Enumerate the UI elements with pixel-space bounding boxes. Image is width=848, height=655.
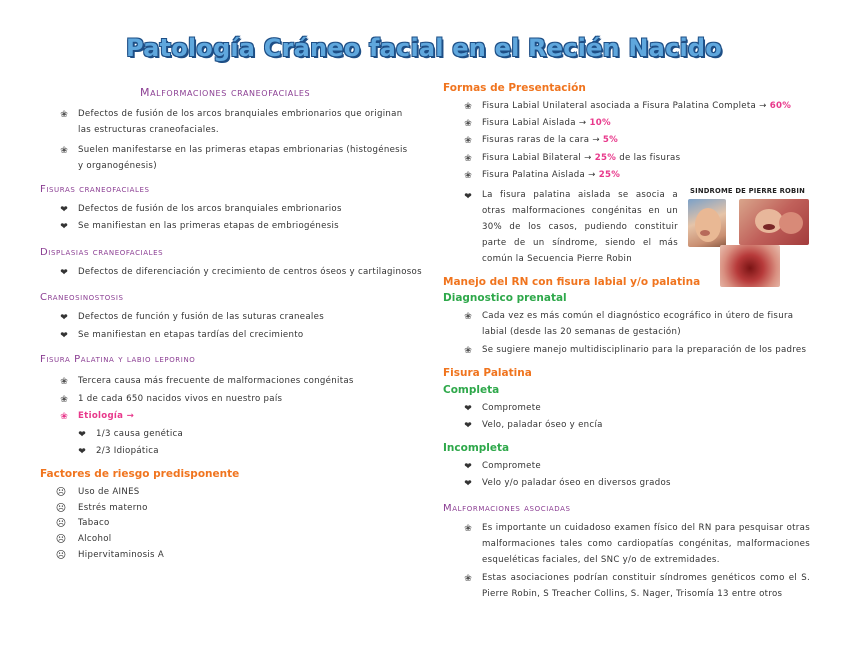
heart-icon: ❤ <box>464 479 472 489</box>
flower-icon: ❀ <box>464 574 472 584</box>
heading-manejo: Manejo del RN con fisura labial y/o palatina <box>443 276 701 288</box>
flower-icon: ❀ <box>464 119 472 129</box>
forma-text: Fisuras raras de la cara → <box>482 135 600 145</box>
list-item: 2/3 Idiopática <box>96 446 159 456</box>
forma-item <box>482 98 791 114</box>
sad-face-icon: ☹ <box>55 534 67 545</box>
heading-factores: Factores de riesgo predisponente <box>40 468 240 480</box>
list-item: Defectos de fusión de los arcos branquiales embrionarios <box>78 204 342 214</box>
heart-icon: ❤ <box>464 404 472 414</box>
heading-diagnostico: Diagnostico prenatal <box>443 292 567 304</box>
heading-malformaciones: Malformaciones craneofaciales <box>140 86 311 99</box>
forma-percent: 10% <box>589 118 611 128</box>
flower-icon: ❀ <box>464 136 472 146</box>
list-item: Estas asociaciones podrían constituir síndromes genéticos como el S. Pierre Robin, S Treacher Collins, S. Nager, Trisomía 13 entre otros <box>482 573 810 599</box>
pierre-robin-photo-3 <box>720 245 780 287</box>
flower-icon: ❀ <box>464 102 472 112</box>
heart-icon: ❤ <box>60 222 68 232</box>
list-item: Hipervitaminosis A <box>78 550 165 560</box>
list-item: Alcohol <box>78 534 112 544</box>
list-item: Se manifiestan en las primeras etapas de embriogénesis <box>78 221 339 231</box>
list-item: Tabaco <box>78 518 110 528</box>
flower-icon: ❀ <box>60 377 68 387</box>
forma-percent: 60% <box>769 101 792 111</box>
flower-icon: ❀ <box>60 110 68 120</box>
list-item: Defectos de función y fusión de las suturas craneales <box>78 312 324 322</box>
list-item: Defectos de diferenciación y crecimiento de centros óseos y cartilaginosos <box>78 267 422 277</box>
pierre-robin-note: La fisura palatina aislada se asocia a otras malformaciones congénitas en un 30% de los casos, pudiendo constituir parte de un síndrome, siendo el más común la Secuencia Pierre Robin <box>482 190 678 264</box>
sad-face-icon: ☹ <box>55 550 67 561</box>
heading-formas: Formas de Presentación <box>443 82 586 94</box>
list-item: Se manifiestan en etapas tardías del crecimiento <box>78 330 304 340</box>
list-item: Compromete <box>482 403 542 413</box>
forma-text: Fisura Labial Aislada → <box>482 118 587 128</box>
flower-icon: ❀ <box>60 146 68 156</box>
sad-face-icon: ☹ <box>55 518 67 529</box>
heart-icon: ❤ <box>78 430 86 440</box>
photo-title: SINDROME DE PIERRE ROBIN <box>690 187 806 195</box>
heart-icon: ❤ <box>60 331 68 341</box>
sad-face-icon: ☹ <box>55 503 67 514</box>
heart-icon: ❤ <box>464 192 472 202</box>
forma-percent: 25% <box>594 153 617 163</box>
list-item: 1/3 causa genética <box>96 429 184 439</box>
heading-asociadas: Malformaciones asociadas <box>443 503 571 514</box>
etiologia-label: Etiología → <box>78 411 135 421</box>
heart-icon: ❤ <box>464 421 472 431</box>
heading-fisuras: Fisuras craneofaciales <box>40 184 150 195</box>
pierre-robin-photo-1 <box>688 199 726 247</box>
forma-item <box>482 150 680 166</box>
list-item: Velo, paladar óseo y encía <box>482 420 603 430</box>
flower-icon: ❀ <box>60 412 68 422</box>
list-item: Suelen manifestarse en las primeras etapas embrionarias (histogénesis y organogénesis) <box>78 145 408 171</box>
heading-craneosinostosis: Craneosinostosis <box>40 292 124 303</box>
list-item: Velo y/o paladar óseo en diversos grados <box>482 478 671 488</box>
heading-incompleta: Incompleta <box>443 442 510 454</box>
flower-icon: ❀ <box>464 171 472 181</box>
flower-icon: ❀ <box>464 312 472 322</box>
forma-item <box>482 115 611 131</box>
list-item: Cada vez es más común el diagnóstico ecográfico in útero de fisura labial (desde las 20 semanas de gestación) <box>482 311 794 337</box>
forma-text: Fisura Labial Bilateral → <box>482 153 592 163</box>
heading-displasias: Displasias craneofaciales <box>40 247 164 258</box>
heading-fisura-palatina: Fisura Palatina <box>443 367 532 379</box>
page-title: Patología Cráneo facial en el Recién Nacido <box>125 34 722 62</box>
heart-icon: ❤ <box>60 313 68 323</box>
forma-item <box>482 167 620 183</box>
list-item: Es importante un cuidadoso examen físico del RN para pesquisar otras malformaciones tales como cardiopatías congénitas, malformaciones esqueléticas faciales, del SNC y/o de extremidades. <box>482 523 810 565</box>
flower-icon: ❀ <box>464 346 472 356</box>
forma-text: Fisura Palatina Aislada → <box>482 170 596 180</box>
heading-fisura-palatina-labio: Fisura Palatina y labio leporino <box>40 354 196 365</box>
sad-face-icon: ☹ <box>55 487 67 498</box>
photo-face-shape <box>688 199 726 247</box>
list-item: Tercera causa más frecuente de malformaciones congénitas <box>78 376 354 386</box>
list-item: Uso de AINES <box>78 487 140 497</box>
list-item: Defectos de fusión de los arcos branquiales embrionarios que originan las estructuras craneofaciales. <box>78 109 403 135</box>
list-item: Compromete <box>482 461 542 471</box>
forma-percent: 5% <box>602 135 619 145</box>
heart-icon: ❤ <box>60 268 68 278</box>
heading-completa: Completa <box>443 384 500 396</box>
heart-icon: ❤ <box>60 205 68 215</box>
flower-icon: ❀ <box>464 524 472 534</box>
list-item: 1 de cada 650 nacidos vivos en nuestro país <box>78 394 283 404</box>
forma-item <box>482 132 618 148</box>
photo-mouth-shape <box>739 199 809 245</box>
forma-percent: 25% <box>598 170 621 180</box>
heart-icon: ❤ <box>78 447 86 457</box>
list-item: Se sugiere manejo multidisciplinario para la preparación de los padres <box>482 345 807 355</box>
forma-suffix: de las fisuras <box>616 153 681 163</box>
pierre-robin-photo-2 <box>739 199 809 245</box>
list-item: Estrés materno <box>78 503 148 513</box>
flower-icon: ❀ <box>60 395 68 405</box>
forma-text: Fisura Labial Unilateral asociada a Fisura Palatina Completa → <box>482 101 767 111</box>
heart-icon: ❤ <box>464 462 472 472</box>
flower-icon: ❀ <box>464 154 472 164</box>
